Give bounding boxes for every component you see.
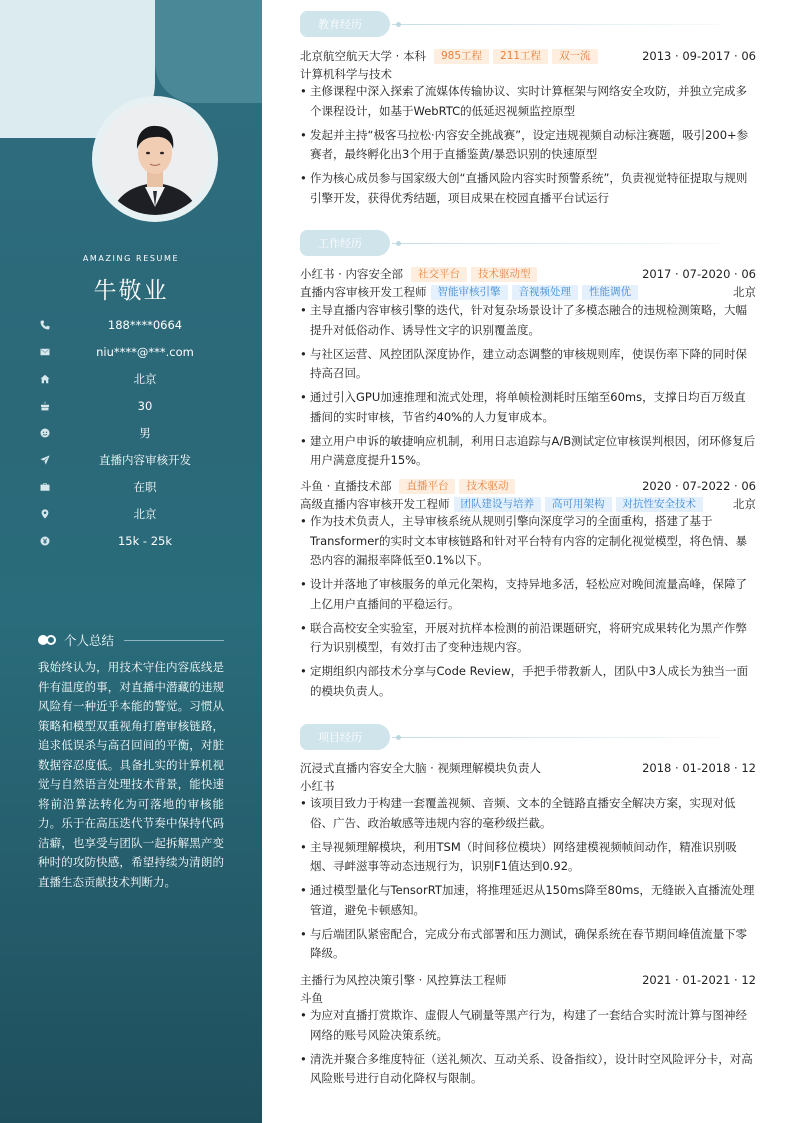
school-tag: 985工程 xyxy=(434,49,489,64)
header-dot-icon xyxy=(396,241,401,246)
info-location xyxy=(38,506,238,522)
project-bullets xyxy=(300,794,756,968)
info-age xyxy=(38,398,238,414)
job-date: 2017 · 07-2020 · 06 xyxy=(642,267,756,281)
skill-tag: 音视频处理 xyxy=(512,285,579,300)
list-item: • 建立用户申诉的敏捷响应机制，利用日志追踪与A/B测试定位审核误判根因，闭环修复后用户满意度提升15%。 xyxy=(300,432,756,471)
work-section-title: 工作经历 xyxy=(300,230,390,256)
major: 计算机科学与技术 xyxy=(300,67,392,81)
divider xyxy=(124,640,224,641)
info-home xyxy=(38,371,238,387)
job-company-row xyxy=(300,266,756,282)
company-tag: 技术驱动型 xyxy=(471,267,538,282)
list-item: • 通过模型量化与TensorRT加速，将推理延迟从150ms降至80ms，无缝嵌入直播流处理管道，避免卡顿感知。 xyxy=(300,881,756,920)
target-position-value: 直播内容审核开发 xyxy=(99,453,191,467)
sidebar xyxy=(0,0,262,1123)
header-dot-icon xyxy=(396,735,401,740)
project-org: 小红书 xyxy=(300,779,335,793)
work-section-header xyxy=(300,230,720,256)
company-tag: 技术驱动 xyxy=(459,479,515,494)
project-org-row xyxy=(300,778,756,794)
gender-icon xyxy=(38,426,52,440)
project-name: 主播行为风控决策引擎 · 风控算法工程师 xyxy=(300,973,507,987)
job-role-row xyxy=(300,496,756,512)
projects-section-header xyxy=(300,724,720,750)
divider xyxy=(392,243,720,244)
company-name: 小红书 · 内容安全部 xyxy=(300,267,403,281)
project-org: 斗鱼 xyxy=(300,991,323,1005)
location-icon xyxy=(38,507,52,521)
job-city: 北京 xyxy=(733,285,756,299)
project-date: 2021 · 01-2021 · 12 xyxy=(642,973,756,987)
projects-section-title: 项目经历 xyxy=(300,724,390,750)
project-title-row xyxy=(300,760,756,776)
skill-tag: 性能调优 xyxy=(582,285,638,300)
education-major-row xyxy=(300,66,756,82)
education-section-title: 教育经历 xyxy=(300,11,390,37)
sidebar-decoration-shape xyxy=(155,0,262,103)
cake-icon xyxy=(38,399,52,413)
project-name: 沉浸式直播内容安全大脑 · 视频理解模块负责人 xyxy=(300,761,541,775)
school-tag: 双一流 xyxy=(552,49,598,64)
divider xyxy=(392,737,720,738)
skill-tag: 高可用架构 xyxy=(545,497,612,512)
list-item: • 作为技术负责人，主导审核系统从规则引擎向深度学习的全面重构，搭建了基于Transformer的实时文本审核链路和针对平台特有内容的定制化视觉模型，将色情、暴恐内容的漏报率降低至0.1%以下。 xyxy=(300,512,756,571)
project-date: 2018 · 01-2018 · 12 xyxy=(642,761,756,775)
education-school-row xyxy=(300,48,756,64)
list-item: • 通过引入GPU加速推理和流式处理，将单帧检测耗时压缩至60ms，支撑日均百万级直播间的实时审核，节省约40%的人力复审成本。 xyxy=(300,388,756,427)
info-salary xyxy=(38,533,238,549)
job-role: 直播内容审核开发工程师 xyxy=(300,285,427,299)
list-item: • 主导视频理解模块，利用TSM（时间移位模块）网络建模视频帧间动作，精准识别吸烟、寻衅滋事等动态违规行为，识别F1值达到0.92。 xyxy=(300,838,756,877)
job-bullets xyxy=(300,301,756,475)
list-item: • 主修课程中深入探索了流媒体传输协议、实时计算框架与网络安全攻防，并独立完成多个课程设计，如基于WebRTC的低延迟视频监控原型 xyxy=(300,82,756,121)
list-item: • 主导直播内容审核引擎的迭代，针对复杂场景设计了多模态融合的违规检测策略，大幅提升对低俗动作、诱导性文字的识别覆盖度。 xyxy=(300,301,756,340)
list-item: • 为应对直播打赏欺诈、虚假人气刷量等黑产行为，构建了一套结合实时流计算与图神经网络的账号风险决策系统。 xyxy=(300,1006,756,1045)
summary-text: 我始终认为，用技术守住内容底线是件有温度的事，对直播中潜藏的违规风险有一种近乎本能的警觉。习惯从策略和模型双重视角打磨审核链路，追求低误杀与高召回间的平衡，对脏数据容忍度低。具备扎实的计算机视觉与自然语言处理技术背景，能快速将前沿算法转化为可落地的审核能力。乐于在高压迭代节奏中保持代码洁癖，也享受与团队一起拆解黑产变种时的攻防快感，希望持续为清朗的直播生态贡献技术判断力。 xyxy=(38,660,224,889)
header-dot-icon xyxy=(396,22,401,27)
email-value: niu****@***.com xyxy=(96,345,194,359)
divider xyxy=(392,24,720,25)
status-value: 在职 xyxy=(133,480,157,494)
list-item: • 作为核心成员参与国家级大创“直播风险内容实时预警系统”，负责视觉特征提取与规则引擎开发，获得优秀结题，项目成果在校园直播平台试运行 xyxy=(300,169,756,208)
info-target-position xyxy=(38,452,238,468)
school-name: 北京航空航天大学 · 本科 xyxy=(300,49,426,63)
avatar-portrait-icon xyxy=(99,103,211,215)
mail-icon xyxy=(38,345,52,359)
job-role-row xyxy=(300,284,756,300)
list-item: • 发起并主持“极客马拉松·内容安全挑战赛”，设定违规视频自动标注赛题，吸引200+参赛者，最终孵化出3个用于直播鉴黄/暴恐识别的快速原型 xyxy=(300,126,756,165)
avatar xyxy=(99,103,211,215)
gender-value: 男 xyxy=(139,426,151,440)
company-tag: 直播平台 xyxy=(399,479,455,494)
job-role: 高级直播内容审核开发工程师 xyxy=(300,497,450,511)
info-phone xyxy=(38,317,238,333)
school-tag: 211工程 xyxy=(493,49,548,64)
home-value: 北京 xyxy=(133,372,157,386)
skill-tag: 团队建设与培养 xyxy=(454,497,542,512)
send-icon xyxy=(38,453,52,467)
phone-value: 188****0664 xyxy=(107,318,183,332)
education-bullets xyxy=(300,82,756,213)
skill-tag: 对抗性安全技术 xyxy=(616,497,704,512)
project-title-row xyxy=(300,972,756,988)
list-item: • 清洗并聚合多维度特征（送礼频次、互动关系、设备指纹），设计时空风险评分卡，对高风险账号进行自动化降权与限制。 xyxy=(300,1050,756,1089)
summary-heading xyxy=(38,632,224,648)
job-company-row xyxy=(300,478,756,494)
briefcase-icon xyxy=(38,480,52,494)
skill-tag: 智能审核引擎 xyxy=(431,285,508,300)
location-value: 北京 xyxy=(133,507,157,521)
project-bullets xyxy=(300,1006,756,1093)
education-section-header xyxy=(300,11,720,37)
resume-tagline: AMAZING RESUME xyxy=(82,254,180,263)
job-date: 2020 · 07-2022 · 06 xyxy=(642,479,756,493)
job-bullets xyxy=(300,512,756,706)
list-item: • 联合高校安全实验室，开展对抗样本检测的前沿课题研究，将研究成果转化为黑产作弊行为识别模型，有效打击了变种违规内容。 xyxy=(300,619,756,658)
candidate-name: 牛敬业 xyxy=(93,278,169,304)
salary-value: 15k - 25k xyxy=(117,534,173,548)
company-name: 斗鱼 · 直播技术部 xyxy=(300,479,392,493)
info-status xyxy=(38,479,238,495)
age-value: 30 xyxy=(137,399,153,413)
money-icon xyxy=(38,534,52,548)
list-item: • 与后端团队紧密配合，完成分布式部署和压力测试，确保系统在春节期间峰值流量下零降级。 xyxy=(300,925,756,964)
info-gender xyxy=(38,425,238,441)
phone-icon xyxy=(38,318,52,332)
list-item: • 设计并落地了审核服务的单元化架构，支持异地多活，轻松应对晚间流量高峰，保障了上亿用户直播间的平稳运行。 xyxy=(300,575,756,614)
company-tag: 社交平台 xyxy=(411,267,467,282)
project-org-row xyxy=(300,990,756,1006)
job-city: 北京 xyxy=(733,497,756,511)
education-date: 2013 · 09-2017 · 06 xyxy=(642,49,756,63)
home-icon xyxy=(38,372,52,386)
heading-ring-icon xyxy=(46,635,56,645)
list-item: • 该项目致力于构建一套覆盖视频、音频、文本的全链路直播安全解决方案，实现对低俗、广告、政治敏感等违规内容的毫秒级拦截。 xyxy=(300,794,756,833)
list-item: • 定期组织内部技术分享与Code Review，手把手带教新人，团队中3人成长为独当一面的模块负责人。 xyxy=(300,662,756,701)
info-email xyxy=(38,344,238,360)
summary-title: 个人总结 xyxy=(64,633,115,648)
list-item: • 与社区运营、风控团队深度协作，建立动态调整的审核规则库，使误伤率下降的同时保持高召回。 xyxy=(300,345,756,384)
